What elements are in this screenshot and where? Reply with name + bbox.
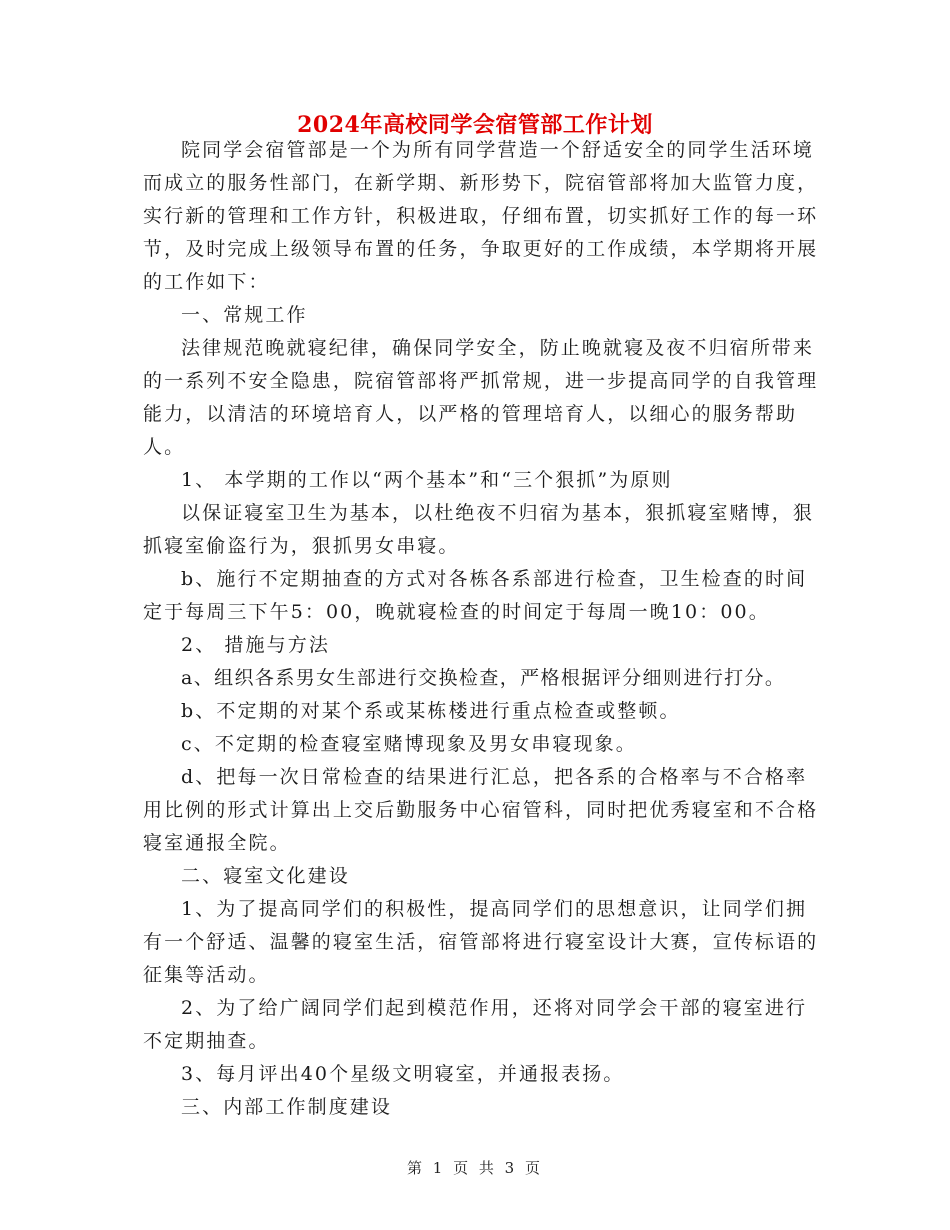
section-heading: 三、内部工作制度建设 — [181, 1096, 393, 1118]
page-footer: 第 1 页 共 3 页 — [407, 1159, 543, 1177]
paragraph: d、把每一次日常检查的结果进行汇总，把各系的合格率与不合格率用比例的形式计算出上交后勤服务中心宿管科，同时把优秀寝室和不合格寝室通报全院。 — [143, 766, 819, 854]
subsection-heading: 2、 措施与方法 — [181, 634, 330, 656]
paragraph: 以保证寝室卫生为基本，以杜绝夜不归宿为基本，狠抓寝室赌博，狠抓寝室偷盗行为，狠抓男女串寝。 — [143, 502, 815, 557]
paragraph: 2、为了给广阔同学们起到模范作用，还将对同学会干部的寝室进行不定期抽查。 — [143, 997, 808, 1052]
paragraph: 院同学会宿管部是一个为所有同学营造一个舒适安全的同学生活环境而成立的服务性部门，在新学期、新形势下，院宿管部将加大监管力度，实行新的管理和工作方针，积极进取，仔细布置，切实抓好工作的每一环节，及时完成上级领导布置的任务，争取更好的工作成绩，本学期将开展的工作如下： — [143, 139, 819, 293]
document-title: 2024年高校同学会宿管部工作计划 — [297, 112, 653, 138]
paragraph: 法律规范晚就寝纪律，确保同学安全，防止晚就寝及夜不归宿所带来的一系列不安全隐患，院宿管部将严抓常规，进一步提高同学的自我管理能力，以清洁的环境培育人，以严格的管理培育人，以细心的服务帮助人。 — [143, 337, 819, 458]
section-heading: 一、常规工作 — [181, 304, 308, 326]
paragraph: 3、每月评出40个星级文明寝室，并通报表扬。 — [181, 1063, 625, 1085]
document-body — [143, 134, 823, 1124]
paragraph: c、不定期的检查寝室赌博现象及男女串寝现象。 — [181, 733, 637, 755]
paragraph: 1、为了提高同学们的积极性，提高同学们的思想意识，让同学们拥有一个舒适、温馨的寝室生活，宿管部将进行寝室设计大赛，宣传标语的征集等活动。 — [143, 898, 819, 986]
paragraph: a、组织各系男女生部进行交换检查，严格根据评分细则进行打分。 — [181, 667, 786, 689]
subsection-heading: 1、 本学期的工作以“两个基本”和“三个狠抓”为原则 — [181, 469, 673, 491]
section-heading: 二、寝室文化建设 — [181, 865, 350, 887]
paragraph: b、不定期的对某个系或某栋楼进行重点检查或整顿。 — [181, 700, 681, 722]
paragraph: b、施行不定期抽查的方式对各栋各系部进行检查，卫生检查的时间定于每周三下午5：00，晚就寝检查的时间定于每周一晚10：00。 — [143, 568, 808, 623]
